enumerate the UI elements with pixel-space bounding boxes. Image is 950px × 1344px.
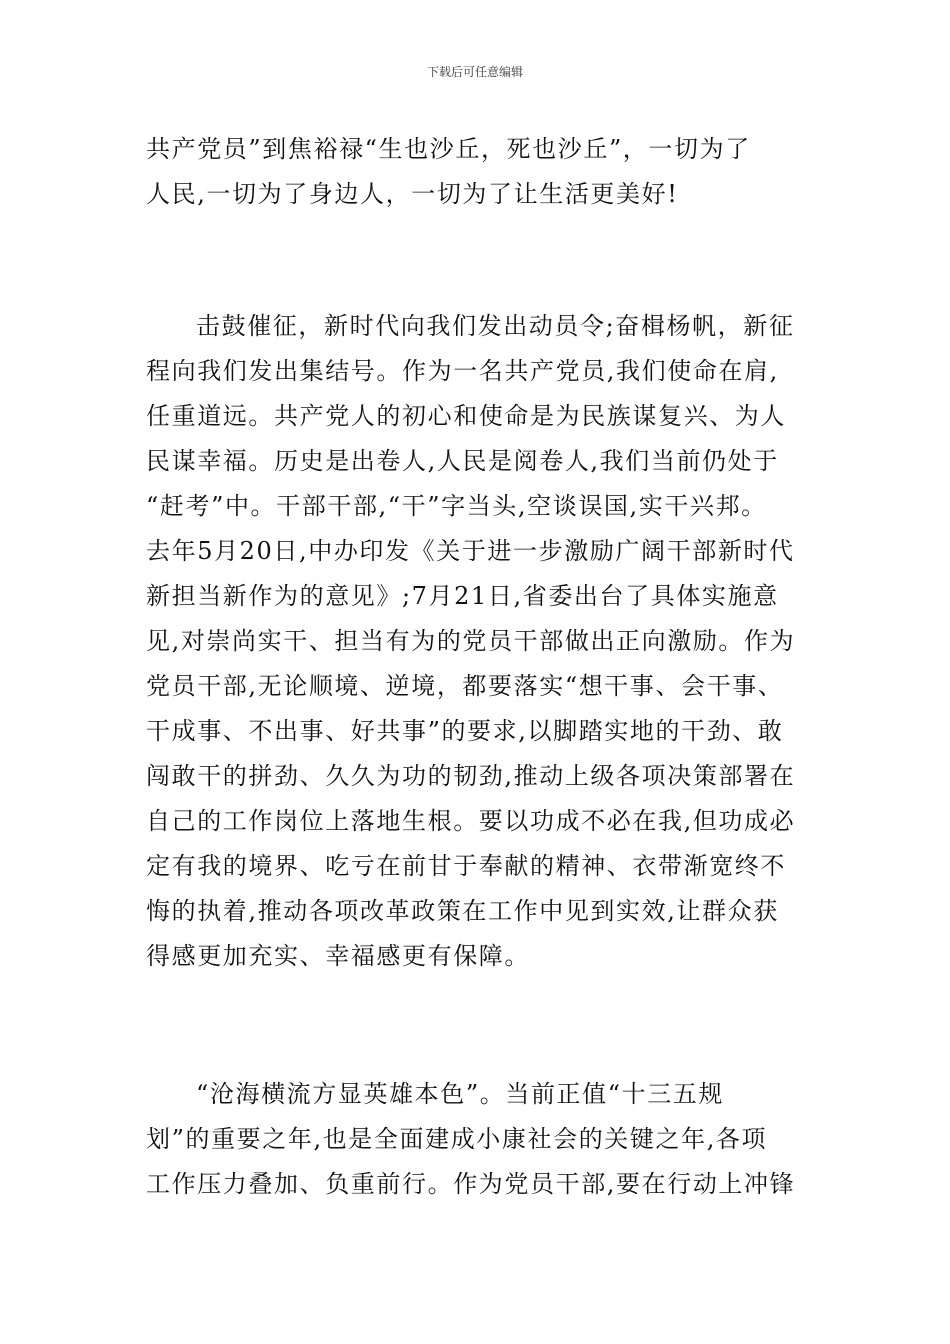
text-line: 见,对崇尚实干、担当有为的党员干部做出正向激励。作为 [146,627,796,655]
text-line: 击鼓催征，新时代向我们发出动员令;奋楫杨帆，新征 [196,312,795,340]
text-line: 划”的重要之年,也是全面建成小康社会的关键之年,各项 [146,1125,768,1153]
text-line: “赶考”中。干部干部,“干”字当头,空谈误国,实干兴邦。 [146,492,767,520]
text-line: 干成事、不出事、好共事”的要求,以脚踏实地的干劲、敢 [146,717,784,745]
text-line: 自己的工作岗位上落地生根。要以功成不必在我,但功成必 [146,807,796,835]
text-line: 定有我的境界、吃亏在前甘于奉献的精神、衣带渐宽终不 [146,852,786,880]
text-line: 闯敢干的拼劲、久久为功的韧劲,推动上级各项决策部署在 [146,762,796,790]
text-line: 任重道远。共产党人的初心和使命是为民族谋复兴、为人 [146,402,786,430]
text-line: 民谋幸福。历史是出卷人,人民是阅卷人,我们当前仍处于 [146,447,779,475]
text-line: 程向我们发出集结号。作为一名共产党员,我们使命在肩, [146,357,779,385]
text-line: 新担当新作为的意见》;7月21日,省委出台了具体实施意 [146,582,779,610]
text-line: 去年5月20日,中办印发《关于进一步激励广阔干部新时代 [146,537,795,565]
page-header: 下载后可任意编辑 [426,65,523,79]
text-line: “沧海横流方显英雄本色”。当前正值“十三五规 [196,1080,725,1108]
text-line: 工作压力叠加、负重前行。作为党员干部,要在行动上冲锋 [146,1170,796,1198]
paragraph-3 [146,1072,811,1207]
paragraph-2 [146,304,811,979]
text-line: 人民,一切为了身边人，一切为了让生活更美好! [146,180,679,208]
text-line: 得感更加充实、幸福感更有保障。 [146,942,530,970]
text-line: 党员干部,无论顺境、逆境，都要落实“想干事、会干事、 [146,672,784,700]
paragraph-1 [146,127,811,217]
text-line: 悔的执着,推动各项改革政策在工作中见到实效,让群众获 [146,897,779,925]
text-line: 共产党员”到焦裕禄“生也沙丘，死也沙丘”，一切为了 [146,135,751,163]
